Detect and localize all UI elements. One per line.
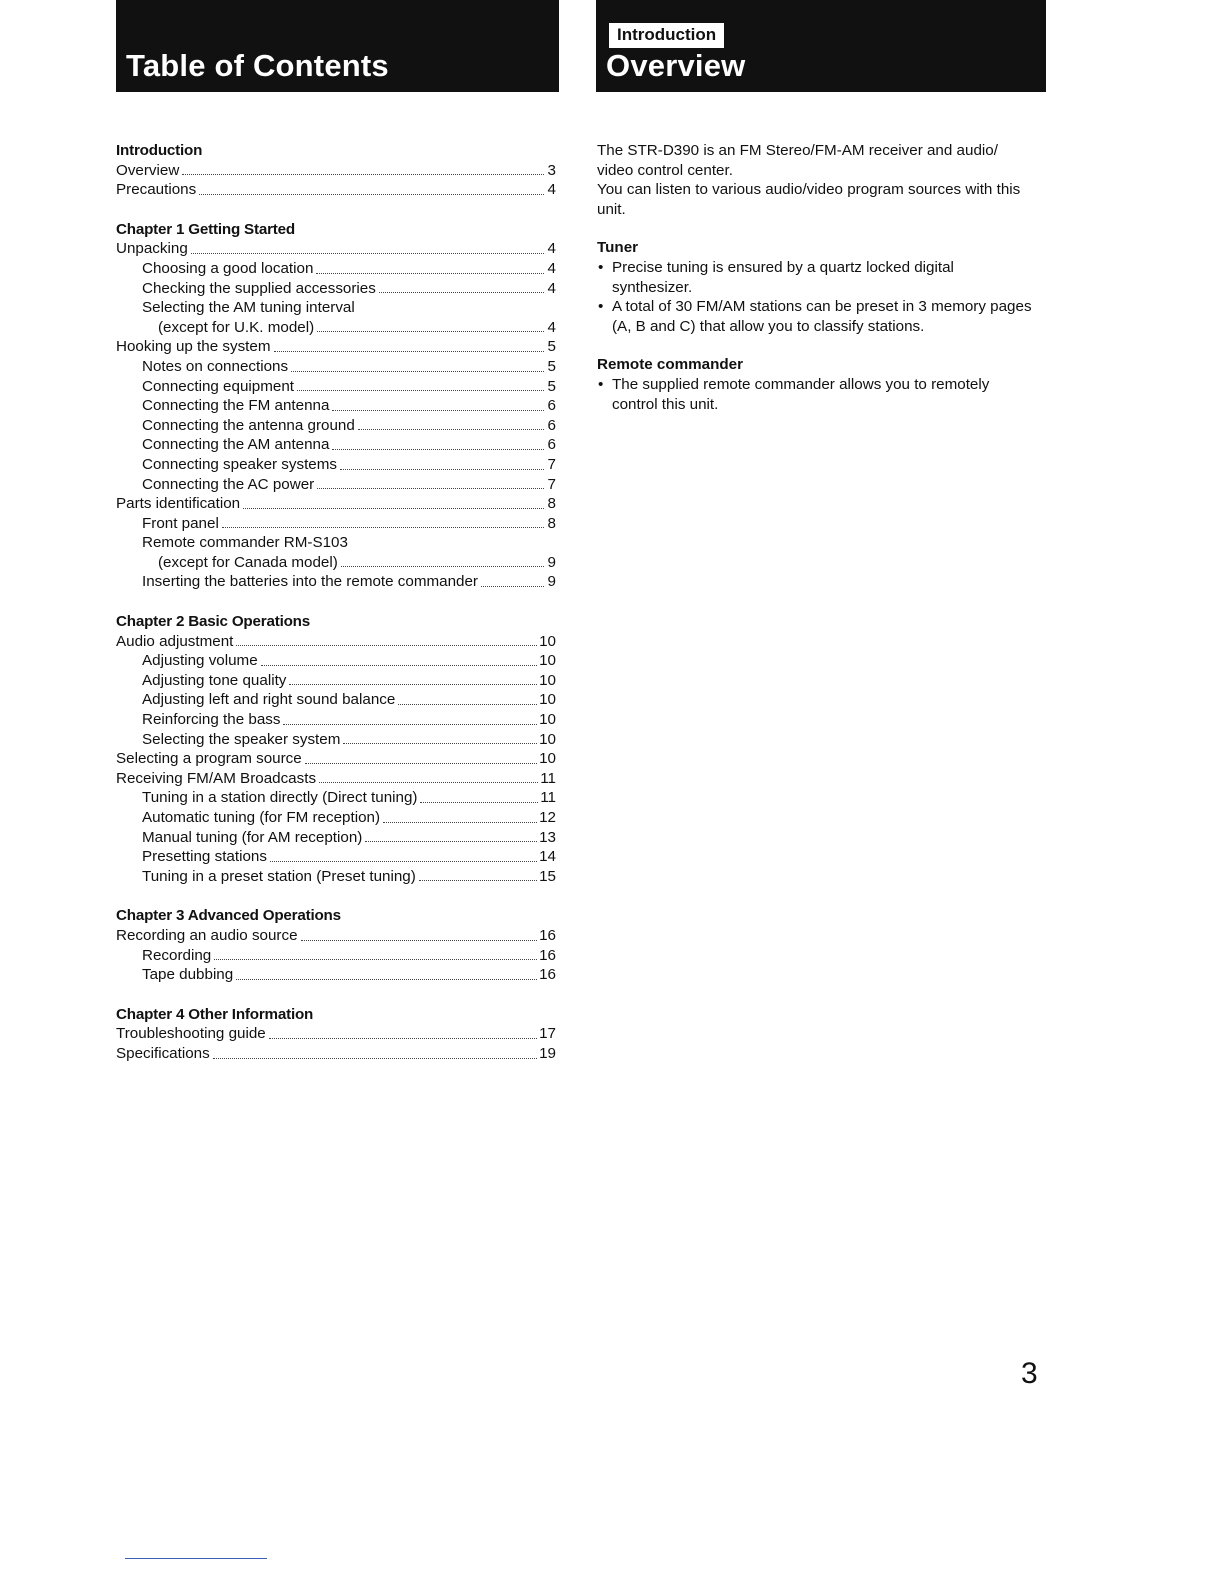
toc-leader-dots: [317, 487, 544, 489]
toc-leader-dots: [481, 585, 544, 587]
toc-leader-dots: [182, 173, 544, 175]
toc-entry[interactable]: [116, 377, 556, 397]
toc-entry-title: Tape dubbing: [142, 966, 234, 984]
toc-entry-page: 10: [539, 632, 556, 650]
toc-leader-dots: [297, 389, 544, 391]
toc-leader-dots: [419, 879, 537, 881]
toc-entry-page: 8: [547, 514, 556, 532]
toc-entry-title: Precautions: [116, 181, 197, 199]
toc-entry-page: 15: [539, 867, 556, 885]
toc-entry-title: Checking the supplied accessories: [142, 279, 376, 297]
toc-entry-title: Connecting the AC power: [142, 475, 315, 493]
toc-entry-title: Receiving FM/AM Broadcasts: [116, 769, 317, 787]
toc-entry-title: Unpacking: [116, 240, 188, 258]
toc-entry-title: Audio adjustment: [116, 632, 234, 650]
toc-section-heading: Chapter 3 Advanced Operations: [116, 907, 341, 925]
toc-entry-page: 5: [547, 338, 556, 356]
toc-entry-page: 9: [547, 553, 556, 571]
overview-bullet: • Precise tuning is ensured by a quartz locked digital synthesizer.: [597, 258, 1037, 297]
toc-entry[interactable]: [116, 475, 556, 495]
toc-leader-dots: [236, 978, 537, 980]
toc-entry-title: Front panel: [142, 514, 219, 532]
toc-entry-page: 10: [539, 671, 556, 689]
toc-entry-page: 8: [547, 495, 556, 513]
toc-entry-title: Selecting the AM tuning interval: [142, 299, 355, 317]
toc-entry-title: Connecting speaker systems: [142, 455, 337, 473]
toc-leader-dots: [301, 939, 538, 941]
toc-entry-title: Tuning in a preset station (Preset tuning): [142, 867, 416, 885]
toc-leader-dots: [358, 428, 544, 430]
toc-entry-page: 12: [539, 809, 556, 826]
toc-leader-dots: [261, 664, 537, 666]
toc-entry[interactable]: [116, 867, 556, 887]
overview-paragraph: The STR-D390 is an FM Stereo/FM-AM receiver and audio/ video control center.: [597, 142, 998, 179]
toc-leader-dots: [398, 703, 537, 705]
toc-leader-dots: [243, 507, 544, 509]
toc-leader-dots: [383, 821, 537, 823]
toc-entry-title: Choosing a good location: [142, 259, 314, 277]
overview-bullet: • A total of 30 FM/AM stations can be preset in 3 memory pages (A, B and C) that allow you to classify stations.: [597, 297, 1037, 336]
toc-entry-title: Reinforcing the bass: [142, 711, 281, 729]
toc-entry-title: (except for Canada model): [158, 553, 338, 571]
toc-entry-page: 11: [540, 789, 556, 807]
toc-entry-title: Adjusting tone quality: [142, 671, 287, 689]
toc-leader-dots: [319, 781, 538, 783]
toc-section: [116, 141, 556, 200]
toc-entry-title: Overview: [116, 161, 180, 179]
toc-entry-page: 6: [547, 416, 556, 434]
toc-entry-title: Recording an audio source: [116, 926, 298, 944]
toc-leader-dots: [317, 330, 544, 332]
toc-banner: [116, 0, 559, 92]
toc-section-heading: Chapter 4 Other Information: [116, 1005, 314, 1023]
toc-entry-page: 17: [539, 1025, 556, 1043]
toc-leader-dots: [283, 723, 537, 725]
toc-entry-page: 16: [539, 946, 556, 964]
toc-entry[interactable]: [116, 651, 556, 671]
toc-entry[interactable]: [116, 533, 556, 553]
toc-leader-dots: [343, 742, 537, 744]
toc-entry-page: 9: [547, 573, 556, 591]
toc-entry[interactable]: [116, 553, 556, 573]
toc-entry[interactable]: [116, 808, 556, 828]
toc-entry-page: 16: [539, 926, 556, 944]
toc-entry-title: Automatic tuning (for FM reception): [142, 809, 381, 826]
toc-entry-title: Selecting a program source: [116, 750, 302, 768]
toc-entry-page: 4: [547, 318, 556, 336]
toc-entry-title: Connecting equipment: [142, 377, 294, 395]
table-of-contents: [116, 141, 556, 1084]
toc-leader-dots: [291, 370, 544, 372]
toc-entry-page: 6: [547, 397, 556, 415]
toc-entry-page: 3: [547, 161, 556, 179]
toc-entry-page: 10: [539, 750, 556, 768]
toc-leader-dots: [341, 565, 544, 567]
toc-leader-dots: [269, 1037, 537, 1039]
toc-entry[interactable]: [116, 730, 556, 750]
toc-entry-title: Connecting the AM antenna: [142, 436, 330, 454]
toc-entry[interactable]: [116, 1024, 556, 1044]
toc-entry-page: 4: [547, 259, 556, 277]
toc-entry[interactable]: [116, 298, 556, 318]
toc-section: [116, 612, 556, 886]
toc-entry-page: 7: [547, 475, 556, 493]
toc-section-heading: Chapter 1 Getting Started: [116, 220, 295, 238]
toc-section-heading: Chapter 2 Basic Operations: [116, 613, 310, 631]
toc-entry-title: Tuning in a station directly (Direct tuning): [142, 789, 418, 807]
toc-leader-dots: [222, 526, 544, 528]
toc-entry[interactable]: [116, 259, 556, 279]
toc-entry-page: 10: [539, 730, 556, 748]
toc-leader-dots: [214, 958, 537, 960]
toc-entry[interactable]: [116, 690, 556, 710]
toc-leader-dots: [379, 291, 544, 293]
toc-entry-page: 10: [539, 691, 556, 709]
toc-entry[interactable]: [116, 965, 556, 985]
toc-entry-page: 10: [539, 711, 556, 729]
toc-entry[interactable]: [116, 337, 556, 357]
toc-entry[interactable]: [116, 1044, 556, 1064]
toc-entry[interactable]: [116, 710, 556, 730]
toc-entry[interactable]: [116, 416, 556, 436]
toc-entry-page: 14: [539, 848, 556, 866]
toc-leader-dots: [420, 801, 538, 803]
toc-section: [116, 906, 556, 984]
toc-entry[interactable]: [116, 632, 556, 652]
toc-leader-dots: [191, 252, 544, 254]
overview-intro: [597, 141, 1037, 219]
overview-section-heading: Tuner: [597, 239, 639, 257]
toc-entry-title: Troubleshooting guide: [116, 1025, 266, 1043]
toc-entry-title: Hooking up the system: [116, 338, 271, 356]
toc-entry-page: 5: [547, 357, 556, 375]
toc-entry-page: 7: [547, 455, 556, 473]
toc-entry[interactable]: [116, 769, 556, 789]
toc-entry[interactable]: [116, 396, 556, 416]
overview-bullet-list: [597, 258, 1037, 336]
overview-body: [597, 141, 1037, 433]
toc-entry-title: Inserting the batteries into the remote commander: [142, 573, 478, 591]
toc-entry-page: 19: [539, 1044, 556, 1062]
section-tag: Introduction: [609, 23, 724, 48]
toc-entry-page: 4: [547, 279, 556, 297]
toc-entry-title: Parts identification: [116, 495, 241, 513]
footer-rule: [125, 1558, 267, 1559]
toc-leader-dots: [199, 193, 544, 195]
overview-section-heading: Remote commander: [597, 356, 744, 374]
toc-entry-title: Specifications: [116, 1044, 210, 1062]
toc-entry[interactable]: [116, 318, 556, 338]
toc-leader-dots: [316, 272, 544, 274]
toc-leader-dots: [305, 762, 537, 764]
toc-leader-dots: [332, 409, 544, 411]
toc-leader-dots: [340, 468, 544, 470]
toc-entry[interactable]: [116, 239, 556, 259]
toc-entry-title: (except for U.K. model): [158, 318, 315, 336]
toc-entry[interactable]: [116, 494, 556, 514]
toc-leader-dots: [332, 448, 544, 450]
overview-bullet: • The supplied remote commander allows you to remotely control this unit.: [597, 375, 1037, 414]
toc-section: [116, 220, 556, 592]
toc-title: Table of Contents: [126, 48, 389, 83]
toc-entry[interactable]: [116, 161, 556, 181]
toc-leader-dots: [270, 860, 537, 862]
toc-leader-dots: [213, 1057, 537, 1059]
toc-leader-dots: [365, 840, 537, 842]
toc-entry[interactable]: [116, 926, 556, 946]
toc-entry-title: Notes on connections: [142, 357, 289, 375]
toc-entry[interactable]: [116, 435, 556, 455]
toc-entry[interactable]: [116, 671, 556, 691]
toc-entry-title: Manual tuning (for AM reception): [142, 828, 363, 846]
toc-entry[interactable]: [116, 788, 556, 808]
toc-entry[interactable]: [116, 514, 556, 534]
toc-entry-title: Presetting stations: [142, 848, 267, 866]
overview-title: Overview: [606, 48, 746, 83]
toc-entry-title: Adjusting left and right sound balance: [142, 691, 396, 709]
toc-entry-page: 6: [547, 436, 556, 454]
toc-entry[interactable]: [116, 828, 556, 848]
toc-entry[interactable]: [116, 180, 556, 200]
toc-entry-page: 4: [547, 240, 556, 258]
toc-entry-title: Connecting the FM antenna: [142, 397, 330, 415]
overview-banner: [596, 0, 1046, 92]
toc-entry-title: Connecting the antenna ground: [142, 416, 355, 434]
toc-entry-page: 10: [539, 652, 556, 670]
toc-leader-dots: [289, 683, 537, 685]
toc-entry-page: 4: [547, 181, 556, 199]
toc-entry-page: 13: [539, 828, 556, 846]
toc-entry-title: Remote commander RM-S103: [142, 534, 348, 552]
toc-section: [116, 1005, 556, 1064]
toc-leader-dots: [274, 350, 545, 352]
toc-section-heading: Introduction: [116, 142, 203, 159]
overview-sections: [597, 238, 1037, 414]
toc-entry-title: Selecting the speaker system: [142, 730, 341, 748]
toc-entry-page: 11: [540, 769, 556, 787]
page-number: 3: [1021, 1357, 1038, 1390]
toc-entry[interactable]: [116, 455, 556, 475]
toc-entry[interactable]: [116, 946, 556, 966]
toc-entry-page: 5: [547, 377, 556, 395]
toc-entry[interactable]: [116, 749, 556, 769]
toc-entry[interactable]: [116, 572, 556, 592]
toc-entry-title: Recording: [142, 946, 212, 964]
toc-entry[interactable]: [116, 357, 556, 377]
toc-entry[interactable]: [116, 847, 556, 867]
toc-entry[interactable]: [116, 279, 556, 299]
toc-leader-dots: [236, 644, 537, 646]
toc-entry-title: Adjusting volume: [142, 652, 258, 670]
overview-bullet-list: [597, 375, 1037, 414]
toc-entry-page: 16: [539, 966, 556, 984]
overview-paragraph: You can listen to various audio/video program sources with this unit.: [597, 181, 1021, 218]
